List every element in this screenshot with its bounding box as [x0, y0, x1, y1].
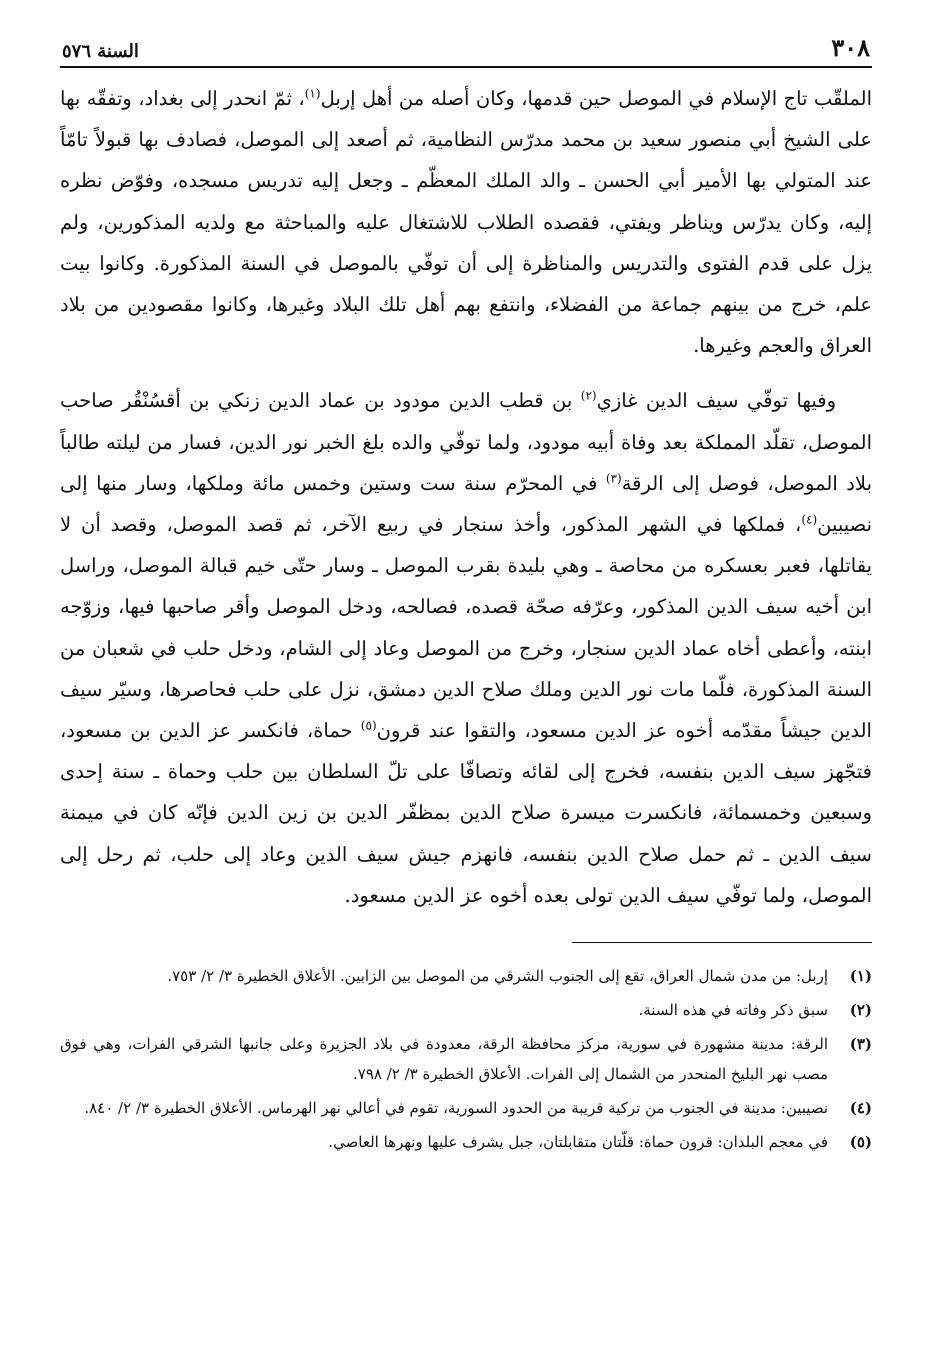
footnote-4 — [60, 1093, 872, 1123]
footnote-ref-5: (٥) — [360, 718, 377, 733]
paragraph-1-text-a: الملقّب تاج الإسلام في الموصل حين قدمها، وكان أصله من أهل إربل — [320, 87, 873, 110]
footnote-3 — [60, 1029, 872, 1089]
paragraph-2-text-b: بن قطب الدين مودود بن عماد الدين زنكي بن أقسُنْقُر صاحب الموصل، تقلّد المملكة بعد وفاة أبيه مودود، ولما توفّي والده بلغ الخبر نور الدين، فسار من ليلته طالباً بلاد الموصل، فوصل إلى الرقة — [60, 389, 872, 495]
footnote-ref-4: (٤) — [801, 512, 818, 527]
footnote-text: نصيبين: مدينة في الجنوب من تركية قريبة من الحدود السورية، تقوم في أعالي نهر الهرماس. الأعلاق الخطيرة ٣/ ٢/ ٨٤٠. — [84, 1099, 828, 1118]
paragraph-1 — [60, 78, 872, 366]
running-head — [60, 28, 872, 68]
footnote-ref-3: (٣) — [605, 471, 622, 486]
footnote-1 — [60, 961, 872, 991]
main-text — [60, 78, 872, 916]
paragraph-2-text-c: في المحرّم سنة ست وستين وخمس مائة وملكها، وسار منها إلى نصيبين — [60, 471, 872, 537]
footnote-number: (٥) — [849, 1133, 872, 1152]
footnote-text: سبق ذكر وفاته في هذه السنة. — [638, 1001, 828, 1020]
paragraph-2-text-a: وفيها توفّي سيف الدين غازي — [596, 389, 837, 413]
paragraph-2-text-d: ، فملكها في الشهر المذكور، وأخذ سنجار في ربيع الآخر، ثم قصد الموصل، وقصد أن لا يقاتلها، فعبر بعسكره من محاصة ـ وهي بليدة بقرب الموصل ـ وسار حتّى خيم قبالة الموصل، وراسل ابن أخيه سيف الدين المذكور، وعرّفه صحّة قصده، فصالحه، ودخل الموصل وأقر صاحبها فيها، وزوّجه ابنته، وأعطى أخاه عماد الدين سنجار، وخرج من الموصل وعاد إلى الشام، ودخل حلب في شعبان من السنة المذكورة، فلّما مات نور الدين وملك صلاح الدين دمشق، نزل على حلب فحاصرها، وسيّر سيف الدين جيشاً مقدّمه أخوه عز الدين مسعود، والتقوا عند قرون — [60, 513, 872, 743]
footnote-text: الرقة: مدينة مشهورة في سورية، مركز محافظة الرقة، معدودة في بلاد الجزيرة وعلى جانبها الشرقي الفرات، وهي فوق مصب نهر البليخ المنحدر من الشمال إلى الفرات. الأعلاق الخطيرة ٣/ ٢/ ٧٩٨. — [60, 1035, 828, 1084]
book-page — [60, 28, 872, 1161]
footnote-2 — [60, 995, 872, 1025]
footnote-ref-1: (١) — [304, 86, 321, 101]
footnote-number: (٣) — [849, 1035, 872, 1054]
footnote-5 — [60, 1127, 872, 1157]
footnote-number: (٤) — [849, 1099, 872, 1118]
footnotes — [60, 961, 872, 1157]
footnote-ref-2: (٢) — [580, 388, 597, 403]
paragraph-1-text-b: ، ثمّ انحدر إلى بغداد، وتفقّه بها على الشيخ أبي منصور سعيد بن محمد مدرّس النظامية، ثم أصعد إلى الموصل، فصادف بها قبولاً تامّاً عند المتولي بها الأمير أبي الحسن ـ والد الملك المعظّم ـ وجعل إليه تدريس مسجده، وفوّض نظره إليه، وكان يدرّس ويناظر ويفتي، فقصده الطلاب للاشتغال عليه والمباحثة مع ولديه المذكورين، ولم يزل على قدم الفتوى والتدريس والمناظرة إلى أن توفّي بالموصل في السنة المذكورة. وكانوا بيت علم، خرج من بينهم جماعة من الفضلاء، وانتفع بهم أهل تلك البلاد وغيرها، وكانوا مقصودين من بلاد العراق والعجم وغيرها. — [60, 87, 872, 358]
footnote-separator — [572, 942, 872, 943]
paragraph-2 — [60, 380, 872, 916]
footnote-text: إربل: من مدن شمال العراق، تقع إلى الجنوب الشرقي من الموصل بين الزابين. الأعلاق الخطيرة ٣/ ٢/ ٧٥٣. — [167, 967, 828, 986]
paragraph-2-text-e: حماة، فانكسر عز الدين بن مسعود، فتجّهز سيف الدين بنفسه، فخرج إلى لقائه وتصافّا على تلّ السلطان بين حلب وحماة ـ سنة إحدى وسبعين وخمسمائة، فانكسرت ميسرة صلاح الدين بمظفّر الدين بن زين الدين فإنّه كان في ميمنة سيف الدين ـ ثم حمل صلاح الدين بنفسه، فانهزم جيش سيف الدين وعاد إلى حلب، ثم رحل إلى الموصل، ولما توفّي سيف الدين تولى بعده أخوه عز الدين مسعود. — [60, 719, 872, 907]
year-label: السنة ٥٧٦ — [62, 41, 139, 62]
page-number: ٣٠٨ — [831, 33, 870, 62]
footnote-number: (١) — [849, 967, 872, 986]
footnote-text: في معجم البلدان: قرون حماة: قلّتان متقابلتان، جبل يشرف عليها ونهرها العاصي. — [328, 1133, 828, 1152]
footnote-number: (٢) — [849, 1001, 872, 1020]
